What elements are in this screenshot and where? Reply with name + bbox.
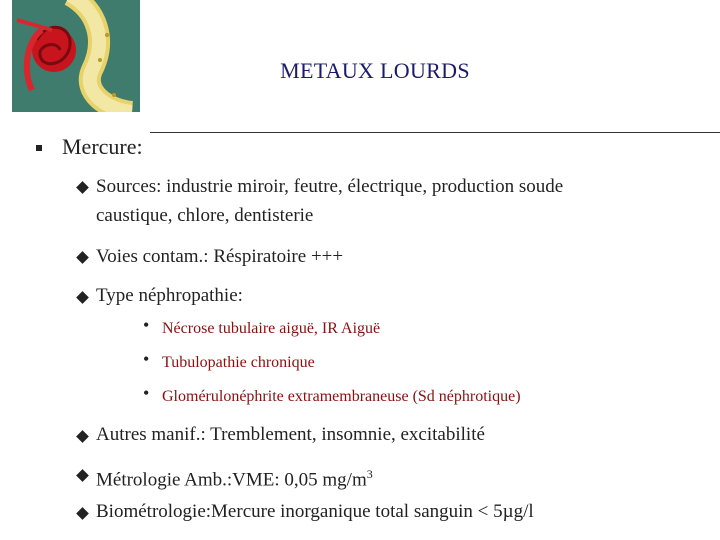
dot-bullet-icon: • [143, 349, 150, 369]
page-title: METAUX LOURDS [280, 58, 470, 83]
list-item: Autres manif.: Tremblement, insomnie, excitabilité [96, 424, 485, 445]
square-bullet-icon [36, 145, 42, 151]
superscript: 3 [366, 467, 373, 481]
list-item [96, 460, 373, 494]
diamond-bullet-icon [76, 291, 89, 304]
sub-list-item: Tubulopathie chronique [162, 354, 315, 371]
sub-list-item: Glomérulonéphrite extramembraneuse (Sd néphrotique) [162, 388, 521, 405]
list-item-continuation: caustique, chlore, dentisterie [96, 205, 314, 226]
list-item: Sources: industrie miroir, feutre, électrique, production soude [96, 176, 564, 197]
list-item-text: Métrologie Amb.:VME: 0,05 mg/m [96, 469, 367, 491]
diamond-bullet-icon [76, 430, 89, 443]
dot-bullet-icon: • [143, 383, 150, 403]
divider [150, 132, 720, 133]
diamond-bullet-icon [76, 507, 89, 520]
list-item: Biométrologie:Mercure inorganique total sanguin < 5µg/l [96, 501, 534, 522]
diamond-bullet-icon [76, 469, 89, 482]
diamond-bullet-icon [76, 181, 89, 194]
list-item: Type néphropathie: [96, 285, 243, 306]
diamond-bullet-icon [76, 251, 89, 264]
dot-bullet-icon: • [143, 315, 150, 335]
sub-list-item: Nécrose tubulaire aiguë, IR Aiguë [162, 320, 381, 337]
list-item: Voies contam.: Réspiratoire +++ [96, 246, 344, 267]
anatomy-illustration [12, 0, 140, 112]
section-heading: Mercure: [62, 134, 143, 159]
